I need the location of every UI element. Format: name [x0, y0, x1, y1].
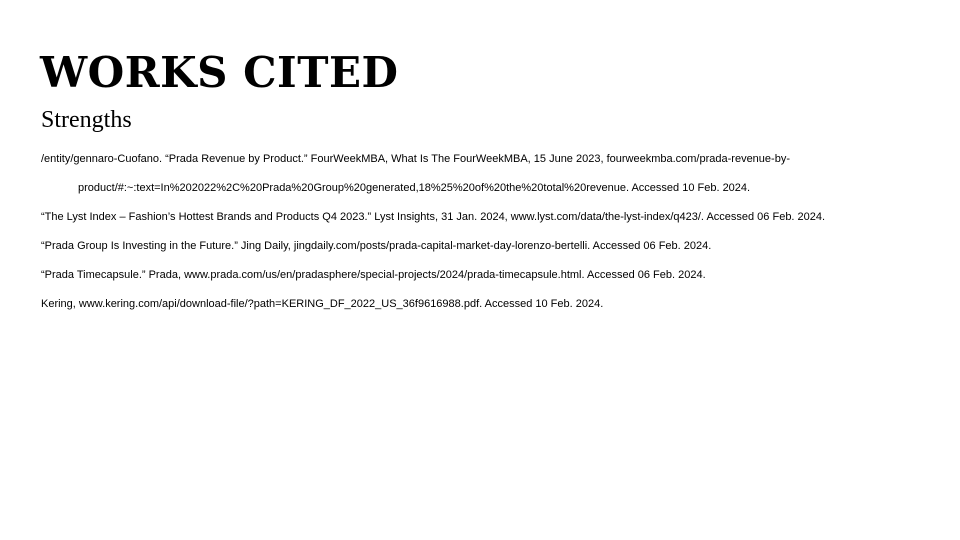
- citation-text: “The Lyst Index – Fashion’s Hottest Brands and Products Q4 2023.” Lyst Insights, 31 Jan. 2024, www.lyst.com/data/the-lyst-index/q423/. Accessed 06 Feb. 2024.: [41, 211, 826, 223]
- citation-list: [41, 150, 921, 324]
- citation-item: [41, 150, 921, 197]
- citation-item: [41, 295, 921, 313]
- citation-text: “Prada Timecapsule.” Prada, www.prada.com/us/en/pradasphere/special-projects/2024/prada-timecapsule.html. Accessed 06 Feb. 2024.: [41, 269, 706, 281]
- citation-text: /entity/gennaro-Cuofano. “Prada Revenue by Product.” FourWeekMBA, What Is The FourWeekMBA, 15 June 2023, fourweekmba.com/prada-revenue-by-: [41, 153, 790, 165]
- citation-item: [41, 237, 921, 255]
- citation-item: [41, 266, 921, 284]
- citation-text-continued: product/#:~:text=In%202022%2C%20Prada%20Group%20generated,18%25%20of%20the%20total%20revenue. Accessed 10 Feb. 2024.: [78, 182, 751, 194]
- citation-item: [41, 208, 921, 226]
- citation-text: “Prada Group Is Investing in the Future.” Jing Daily, jingdaily.com/posts/prada-capital-market-day-lorenzo-bertelli. Accessed 06 Feb. 2024.: [41, 240, 712, 252]
- slide-subtitle: Strengths: [41, 107, 132, 133]
- slide-title: WORKS CITED: [40, 48, 399, 97]
- citation-text: Kering, www.kering.com/api/download-file/?path=KERING_DF_2022_US_36f9616988.pdf. Accessed 10 Feb. 2024.: [41, 298, 604, 310]
